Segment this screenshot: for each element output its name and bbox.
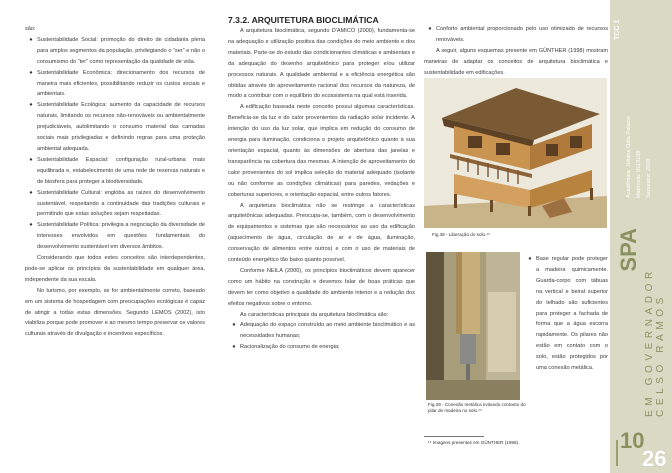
bullet-dot: ● (29, 156, 33, 163)
bullet-text: Sustentabilidade Econômica: direcionamento dos recursos de maneira mais eficientes, possibilitando reduzir os custos sociais e ambientais. (37, 69, 205, 98)
bullet-dot: ● (29, 102, 33, 109)
bullet-dot: ● (428, 26, 432, 32)
column-middle (228, 14, 415, 353)
bullet-economica (25, 68, 205, 101)
bullet-dot: ● (29, 189, 33, 196)
bullet-dot: ● (528, 256, 532, 262)
matricula-label: Matrícula: 0113168 (636, 150, 642, 198)
paragraph: No turismo, por exemplo, se for ambientalmente correto, baseado em um sistema de hospedagem com preocupações ecológicas é capaz de atingir a todas estas dimensões. Segundo LEMOS (2002), isto viabiliza porque pode promover e ao mesmo tempo preservar os valores culturais através de divulgação e incentivos específicos. (25, 287, 205, 338)
footnote-divider (424, 436, 484, 437)
spa-title: SPA (616, 228, 641, 272)
bullet-item (228, 320, 415, 342)
bullet-text: Sustentabilidade Espacial: configuração rural-urbana mais equilibrada e, estabelecimento de uma rede de reservas naturais e de biosfera para proteger a biodiversidade. (37, 156, 205, 185)
bullet-item (424, 24, 608, 46)
figure-metal-connection (426, 252, 520, 400)
paragraph: A arquitetura bioclimática não se restringe a características arquitetônicas adequadas. Preocupa-se, também, com o desenvolvimento de equipamentos e sistemas que são necessários ao uso da edificação (aquecimento de água, circulação de ar e de água, iluminação, conservação de alimentos entre outros) e com o uso de materiais de conteúdo energético tão baixo quanto possível. (228, 202, 415, 264)
bullet-item (524, 254, 608, 374)
author-label: Acadêmica: Juliana Odia Palacio (626, 116, 632, 198)
footnote: ¹⁴ Imagens presentes em GÜNTHER (1998). (428, 440, 520, 445)
page-bracket (616, 440, 618, 466)
paragraph: As características principais da arquitetura bioclimática são: (240, 311, 389, 318)
bullet-politica (25, 220, 205, 253)
bullet-dot: ● (29, 222, 33, 229)
column-right-bottom (524, 254, 608, 374)
bullet-social (25, 35, 205, 68)
section-heading: 7.3.2. ARQUITETURA BIOCLIMÁTICA (228, 15, 379, 25)
bullet-text: Sustentabilidade Cultural: engloba as raízes do desenvolvimento sustentável, respeitando a continuidade das tradições culturais e permitindo que estas soluções sejam respeitadas. (37, 189, 205, 218)
bullet-text: Sustentabilidade Ecológica: aumento da capacidade de recursos naturais, limitando os recursos não-renováveis ou ambientalmente prejudiciáveis, autolimitando o consumo material das camadas sociais mais privilegiadas e definindo regras para uma proteção ambiental adequada. (37, 102, 205, 152)
paragraph: Conforme NEILA (2000), os princípios bioclimáticos devem aparecer como um hábito na construção e devemos falar de boas práticas que devem ter como objetivo a qualidade do ambiente interior e a redução dos efeitos negativos sobre o entorno. (228, 267, 415, 307)
paragraph: A arquitetura bioclimática, segundo D'AMICO (2000), fundamenta-se na adequação e utilização positiva das condições do meio ambiente e dos materiais. Parte-se do estudo das condicionantes climáticas e ambientais e da adequação do desenho arquitetônico para proteger e/ou utilizar processos naturais. A qualidade ambiental e a eficiência energética são obtidas através do aproveitamento racional dos recursos da natureza, de modo a contribuir com o equilíbrio do ecossistema na qual está inserida. (228, 28, 415, 100)
bullet-espacial (25, 155, 205, 188)
figure-house-illustration (424, 78, 607, 228)
lead-text: são: (25, 26, 36, 32)
bullet-text: Conforto ambiental proporcionado pelo uso otimizado de recursos renováveis. (436, 26, 608, 43)
bullet-text: Adequação do espaço construído ao meio ambiente bioclimático e as necessidades humanas; (240, 322, 415, 340)
column-right-top (424, 24, 608, 79)
sidebar-band (610, 0, 672, 473)
metal-connection-photo-icon (426, 252, 520, 400)
bullet-ecologica (25, 100, 205, 155)
bullet-text: Racionalização do consumo de energia; (240, 344, 340, 351)
paragraph: A seguir, alguns esquemas presente em GÜNTHER (1998) mostram maneiras de adaptar os conceitos de arquitetura bioclimática e sustentabilidade em edificações. (424, 47, 608, 76)
bullet-text: Sustentabilidade Política: privilegia a negociação da diversidade de interesses envolvidos em questões fundamentais do desenvolvimento sustentável em diversos âmbitos. (37, 222, 205, 251)
semestre-label: Semestre: 2008 (646, 158, 652, 198)
course-label: TCC 1 (614, 19, 621, 40)
bullet-item (228, 342, 415, 353)
paragraph: A edificação baseada neste conceito possui algumas características. Beneficia-se da luz e do calor provenientes da radiação solar incidente. A intenção do uso da luz solar, que implica em redução do consumo de energia para iluminação, condiciona o projeto arquitetônico quanto à sua orientação espacial, quanto às dimensões de abertura das janelas e transparência na cobertura das mesmas. A intenção de aproveitamento do calor provenientes do sol implica seleção do material adequado (isolante ou não conforme as condições climáticas) para paredes, vedações e coberturas superiores, e orientação espacial, entre outros fatores. (228, 104, 415, 198)
bullet-text: Base regular pode proteger a madeira quimicamente. Guarda-corpo com tábuas na vertical e beiral superior do telhado são suficientes para proteger a fachada de forma que a água escorra rapidamente. Os pilares não estão em contato com o solo, estão protegidos por uma conexão metálica. (536, 256, 608, 372)
figure-caption: Fig.38 - Liberação do solo.¹⁴ (432, 232, 490, 237)
paragraph: Considerando que todos estes conceitos são interdependentes, pode-se aplicar os princípios da sustentabilidade em qualquer área, independente da sua escala. (25, 255, 205, 283)
bullet-dot: ● (232, 344, 236, 351)
bullet-dot: ● (29, 69, 33, 76)
figure-caption: Fig.39 - Conexão metálica evitando contanto do pilar de madeira no solo.¹⁴ (428, 402, 526, 413)
bullet-text: Sustentabilidade Social: promoção do direito de cidadania plena para amplos segmentos da população, privilegiando o “ser” e não o consumismo do “ter” como representação da qualidade de vida. (37, 36, 205, 65)
bullet-cultural (25, 188, 205, 221)
page-number: 10 (620, 428, 645, 453)
page-number-total: 26 (642, 446, 667, 471)
location-title: EM GOVERNADOR CELSO RAMOS (644, 267, 666, 417)
bullet-dot: ● (29, 36, 33, 43)
house-illustration-icon (424, 78, 607, 228)
column-left (25, 24, 205, 340)
bullet-dot: ● (232, 322, 236, 329)
